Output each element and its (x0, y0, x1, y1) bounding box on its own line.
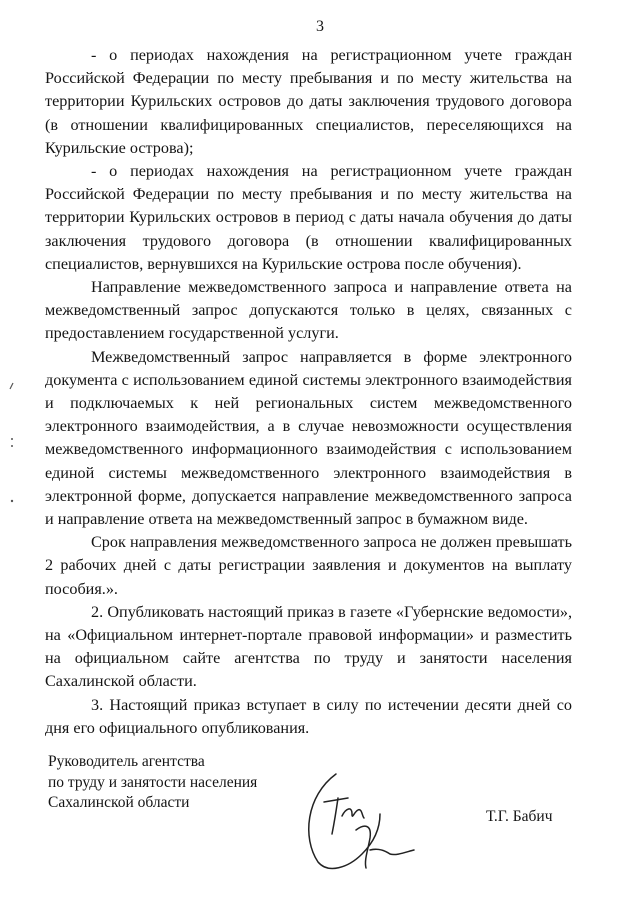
paragraph-request-form: Межведомственный запрос направляется в форме электронного документа с использованием единой системы электронного взаимодействия и подключаемых к ней региональных систем межведомственного электронного взаимодействия, а в случае невозможности осуществления межведомственного информационного взаимодействия с использованием единой системы межведомственного электронного взаимодействия в электронной форме, допускается направление межведомственного запроса и направление ответа на межведомственный запрос в бумажном виде. (45, 347, 572, 529)
signatory-name: Т.Г. Бабич (486, 808, 553, 825)
page-number: 3 (316, 18, 324, 35)
signatory-position-line: по труду и занятости населения (48, 773, 258, 791)
signatory-position-line: Руководитель агентства (48, 753, 205, 770)
paragraph-registration-before-contract: - о периодах нахождения на регистрационном учете граждан Российской Федерации по месту пребывания и по месту жительства на территории Курильских островов до даты заключения трудового договора (в отношении квалифицированных специалистов, переселяющихся на Курильские острова); (45, 46, 572, 157)
paragraph-request-deadline: Срок направления межведомственного запроса не должен превышать 2 рабочих дней с даты регистрации заявления и документов на выплату пособия.». (45, 533, 572, 598)
document-body (45, 44, 572, 740)
paragraph-effective-date-clause: 3. Настоящий приказ вступает в силу по истечении десяти дней со дня его официального опубликования. (45, 695, 572, 737)
handwritten-signature (296, 768, 426, 878)
paragraph-request-purpose: Направление межведомственного запроса и направление ответа на межведомственный запрос допускаются только в целях, связанных с предоставлением государственной услуги. (45, 278, 572, 343)
signatory-position (48, 752, 257, 814)
paragraph-registration-during-study: - о периодах нахождения на регистрационном учете граждан Российской Федерации по месту пребывания и по месту жительства на территории Курильских островов в период с даты начала обучения до даты заключения трудового договора (в отношении квалифицированных специалистов, вернувшихся на Курильские острова после обучения). (45, 162, 572, 273)
margin-mark (8, 381, 16, 391)
margin-mark (8, 497, 16, 505)
paragraph-publication-clause: 2. Опубликовать настоящий приказ в газете «Губернские ведомости», на «Официальном интернет-портале правовой информации» и разместить на официальном сайте агентства по труду и занятости населения Сахалинской области. (45, 602, 572, 691)
margin-mark (8, 436, 16, 450)
signatory-position-line: Сахалинской области (48, 794, 190, 811)
